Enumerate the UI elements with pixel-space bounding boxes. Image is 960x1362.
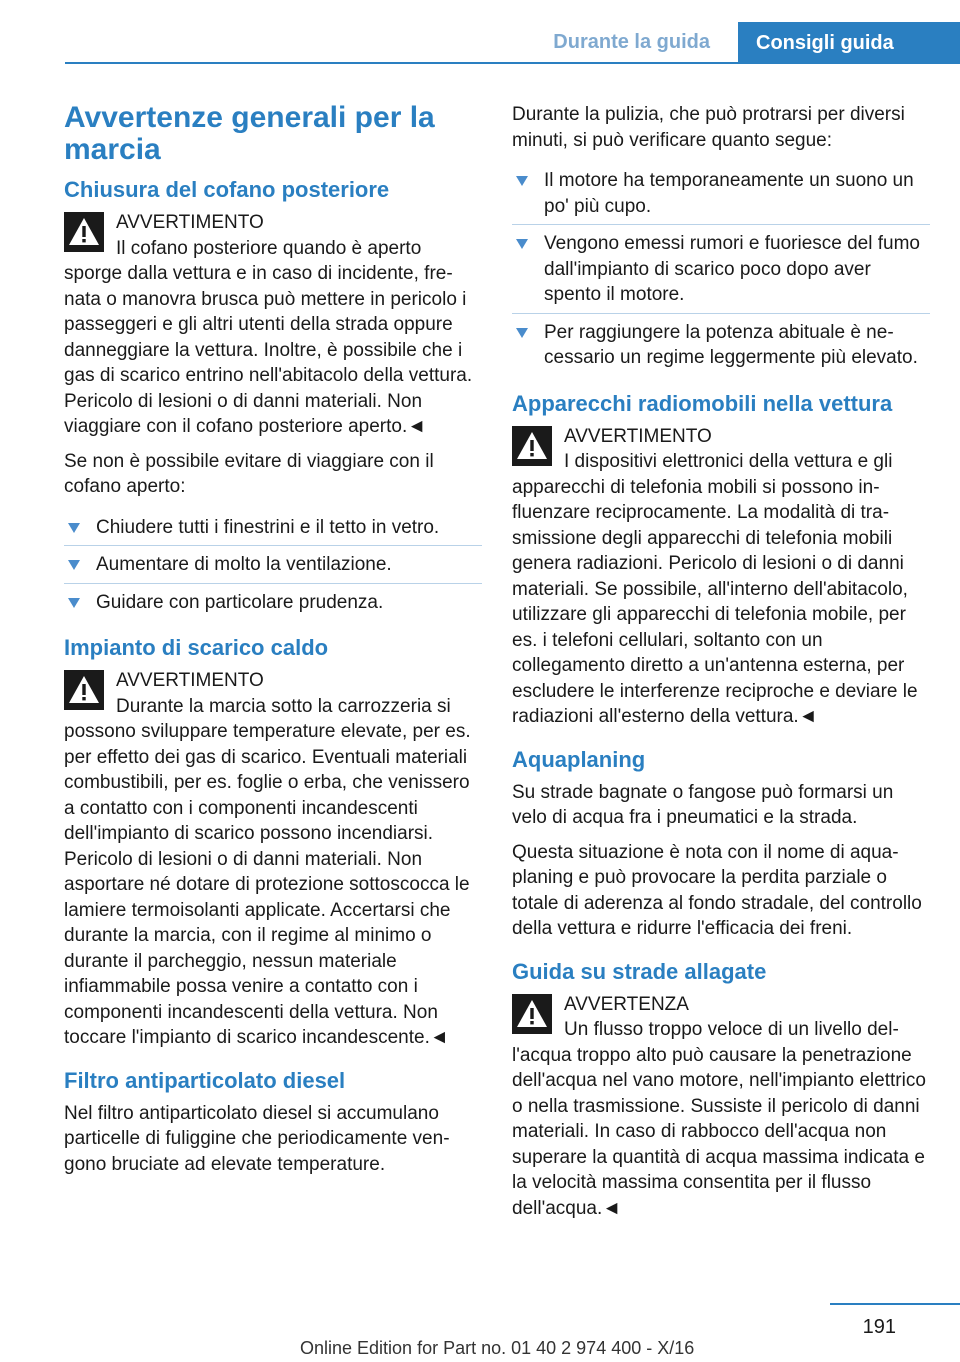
section-heading-aquaplaning: Aquaplaning	[512, 746, 646, 772]
list-item	[512, 224, 930, 313]
right-column	[512, 102, 930, 1230]
warning-title: AVVERTENZA	[564, 993, 689, 1015]
page-title: Avvertenze generali per la marcia	[64, 101, 435, 166]
warning-text: Un flusso troppo veloce di un livello dell'acqua troppo alto può causare la penetrazione dell'acqua nel vano motore, nell'impianto elettrico o nella trasmissione. Sussiste il pericolo di danni materiali. In caso di rabbocco dell'acqua non superare la quantità di acqua massima indicata e la velocità massima consentita per il flusso dell'acqua.◄	[512, 1019, 926, 1219]
triangle-bullet-icon	[68, 598, 80, 608]
section-heading-scarico: Impianto di scarico caldo	[64, 635, 329, 660]
page-number: 191	[862, 1316, 896, 1338]
warning-block	[64, 210, 482, 440]
warning-text: I dispositivi elettronici della vettura e gli apparecchi di telefonia mobili si possono influenzare reciprocamente. La modalità di trasmissione degli apparecchi di telefonia mobili genera radiazioni. Pericolo di lesioni o di danni materiali. Se possibile, all'interno dell'abitacolo, utilizzare gli apparecchi di telefonia mobile, per es. i telefoni cellulari, soltanto con un collegamento diretto a un'antenna esterna, per escludere le interferenze reciproche e deviare le radiazioni all'esterno della vettura.◄	[512, 451, 918, 727]
warning-text: Il cofano posteriore quando è aperto sporge dalla vettura e in caso di incidente, frenata o manovra brusca può mettere in pericolo i passeggeri e gli altri utenti della strada oppure danneggiare la vettura. Inoltre, è possibile che i gas di scarico entrino nell'abitacolo della vettura. Pericolo di lesioni o di danni materiali. Non viaggiare con il cofano posteriore aperto.◄	[64, 237, 473, 437]
warning-icon	[64, 212, 104, 252]
list-item-text: Chiudere tutti i finestrini e il tetto in vetro.	[96, 516, 440, 538]
triangle-bullet-icon	[68, 560, 80, 570]
warning-title: AVVERTIMENTO	[116, 212, 264, 233]
warning-title: AVVERTIMENTO	[116, 670, 264, 691]
list-item	[512, 313, 930, 376]
warning-block	[64, 668, 482, 1051]
warning-block	[512, 424, 930, 730]
list-item	[512, 162, 930, 224]
footer-rule	[830, 1303, 960, 1305]
paragraph: Durante la pulizia, che può protrarsi per diversi minuti, si può verificare quanto segue:	[512, 104, 905, 151]
list-item-text: Vengono emessi rumori e fuoriesce del fumo dall'impianto di scarico poco dopo aver spento il motore.	[544, 233, 920, 305]
bullet-list	[64, 509, 482, 621]
section-heading-radiomobili: Apparecchi radiomobili nella vettura	[512, 390, 893, 416]
header-chapter-tab: Consigli guida	[738, 22, 960, 64]
warning-title: AVVERTIMENTO	[564, 425, 712, 447]
warning-text: Durante la marcia sotto la carrozzeria si possono sviluppare temperature elevate, per es. per effetto dei gas di scarico. Eventuali materiali combustibili, per es. foglie o erba, che venissero a contatto con i componenti incandescenti dell'impianto di scarico possono incendiarsi. Pericolo di lesioni o di danni materiali. Non asportare né dotare di protezione sottoscocca le lamiere termoisolanti applicate. Accertarsi che durante la marcia, con il regime al minimo o durante il parcheggio, nessun materiale infiammabile possa venire a contatto con i componenti incandescenti della vettura. Non toccare l'impianto di scarico incandescente.◄	[64, 695, 471, 1048]
list-item-text: Aumentare di molto la ventilazione.	[96, 554, 392, 575]
paragraph: Nel filtro antiparticolato diesel si accumulano particelle di fuliggine che periodicamente vengono bruciate ad elevate temperature.	[64, 1102, 450, 1175]
warning-block	[512, 992, 930, 1222]
triangle-bullet-icon	[516, 328, 528, 338]
list-item-text: Per raggiungere la potenza abituale è necessario un regime leggermente più elevato.	[544, 321, 918, 368]
paragraph: Su strade bagnate o fangose può formarsi un velo di acqua fra i pneumatici e la strada.	[512, 781, 894, 828]
triangle-bullet-icon	[68, 523, 80, 533]
list-item	[64, 583, 482, 621]
list-item	[64, 545, 482, 583]
warning-icon	[512, 426, 552, 466]
warning-icon	[512, 994, 552, 1034]
section-heading-filtro: Filtro antiparticolato diesel	[64, 1067, 346, 1093]
section-heading-cofano: Chiusura del cofano posteriore	[64, 177, 390, 202]
bullet-list	[512, 162, 930, 376]
triangle-bullet-icon	[516, 176, 528, 186]
list-item	[64, 509, 482, 546]
list-item-text: Guidare con particolare prudenza.	[96, 591, 384, 613]
list-item-text: Il motore ha temporaneamente un suono un po' più cupo.	[544, 170, 914, 217]
triangle-bullet-icon	[516, 239, 528, 249]
left-column	[64, 102, 482, 1186]
paragraph: Questa situazione è nota con il nome di aquaplaning e può provocare la perdita parziale o totale di aderenza al fondo stradale, del controllo della vettura e ridurre l'efficacia dei freni.	[512, 841, 922, 939]
warning-icon	[64, 670, 104, 710]
page-header	[65, 22, 960, 64]
header-section-label: Durante la guida	[553, 31, 710, 53]
paragraph: Se non è possibile evitare di viaggiare con il cofano aperto:	[64, 450, 434, 497]
footer-edition: Online Edition for Part no. 01 40 2 974 400 - X/16	[300, 1338, 695, 1358]
section-heading-allagate: Guida su strade allagate	[512, 958, 767, 984]
